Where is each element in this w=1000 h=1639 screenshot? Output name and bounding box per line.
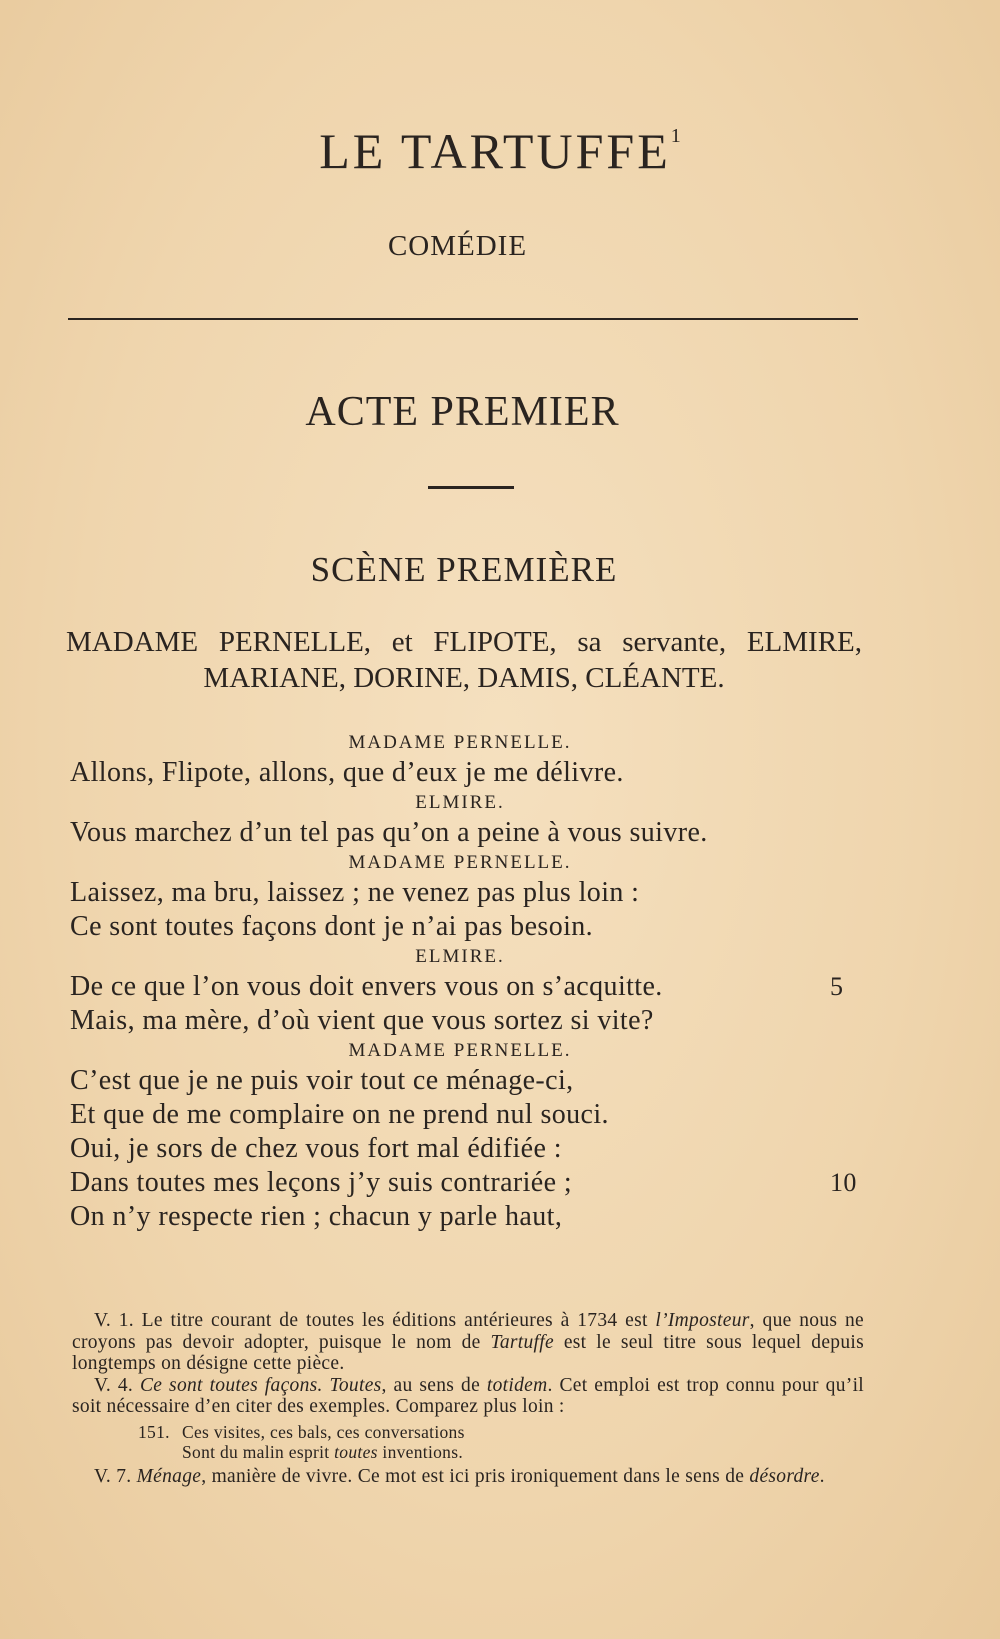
verse-number: 5	[830, 972, 844, 1001]
act-heading: ACTE PREMIER	[305, 389, 620, 435]
title-divider	[68, 318, 858, 320]
verse-text: C’est que je ne puis voir tout ce ménage-ci,	[70, 1065, 574, 1096]
verse-text: Laissez, ma bru, laissez ; ne venez pas plus loin :	[70, 877, 640, 908]
cast-line: MADAME PERNELLE, et FLIPOTE, sa servante, ELMIRE,	[66, 626, 862, 658]
footnote-quotation	[138, 1422, 864, 1462]
footnote: V. 4. Ce sont toutes façons. Toutes, au sens de totidem. Cet emploi est trop connu pour qu’il soit nécessaire d’en citer des exemples. Comparez plus loin :	[72, 1374, 865, 1417]
title-text: LE TARTUFFE	[319, 123, 671, 179]
scene-heading: SCÈNE PREMIÈRE	[310, 550, 618, 589]
play-title	[0, 123, 1000, 179]
verse-line	[70, 1098, 870, 1132]
footnote: V. 1. Le titre courant de toutes les éditions antérieures à 1734 est l’Imposteur, que nous ne croyons pas devoir adopter, puisque le nom de Tartuffe est le seul titre sous lequel depuis longtemps on désigne cette pièce.	[72, 1310, 864, 1374]
speaker-name: MADAME PERNELLE.	[348, 852, 572, 873]
speaker-name: MADAME PERNELLE.	[348, 1040, 572, 1061]
title-footnote-mark: 1	[670, 125, 681, 148]
speaker-name: ELMIRE.	[415, 946, 505, 967]
verse-text: Mais, ma mère, d’où vient que vous sortez si vite?	[70, 1005, 654, 1036]
verse-number: 10	[830, 1168, 857, 1197]
speaker-name: ELMIRE.	[415, 792, 505, 813]
verse-line	[70, 970, 870, 1004]
verse-text: De ce que l’on vous doit envers vous on s’acquitte.	[70, 971, 663, 1002]
speaker-name: MADAME PERNELLE.	[348, 732, 572, 753]
act-divider	[428, 486, 514, 489]
dialogue	[70, 730, 870, 1234]
footnotes	[72, 1310, 864, 1487]
verse-line	[70, 1200, 870, 1234]
quotation-line: Sont du malin esprit toutes inventions.	[182, 1441, 464, 1462]
verse-text: Allons, Flipote, allons, que d’eux je me délivre.	[70, 757, 624, 788]
verse-text: Et que de me complaire on ne prend nul souci.	[70, 1099, 609, 1130]
cast-list	[66, 624, 862, 696]
verse-text: Oui, je sors de chez vous fort mal édifiée :	[70, 1133, 562, 1164]
verse-line	[70, 1064, 870, 1098]
verse-line	[70, 756, 870, 790]
cast-line: MARIANE, DORINE, DAMIS, CLÉANTE.	[203, 662, 725, 694]
verse-line	[70, 910, 870, 944]
verse-line	[70, 1132, 870, 1166]
quotation-line: 151. Ces visites, ces bals, ces conversations	[138, 1421, 465, 1442]
verse-line	[70, 816, 870, 850]
footnote: V. 7. Ménage, manière de vivre. Ce mot est ici pris ironiquement dans le sens de désordre.	[94, 1465, 825, 1487]
verse-line	[70, 876, 870, 910]
verse-line	[70, 1004, 870, 1038]
verse-text: Dans toutes mes leçons j’y suis contrariée ;	[70, 1167, 573, 1198]
verse-text: On n’y respecte rien ; chacun y parle haut,	[70, 1201, 563, 1232]
verse-text: Vous marchez d’un tel pas qu’on a peine à vous suivre.	[70, 817, 708, 848]
genre-subtitle: COMÉDIE	[387, 230, 528, 262]
verse-line	[70, 1166, 870, 1200]
verse-text: Ce sont toutes façons dont je n’ai pas besoin.	[70, 911, 594, 942]
